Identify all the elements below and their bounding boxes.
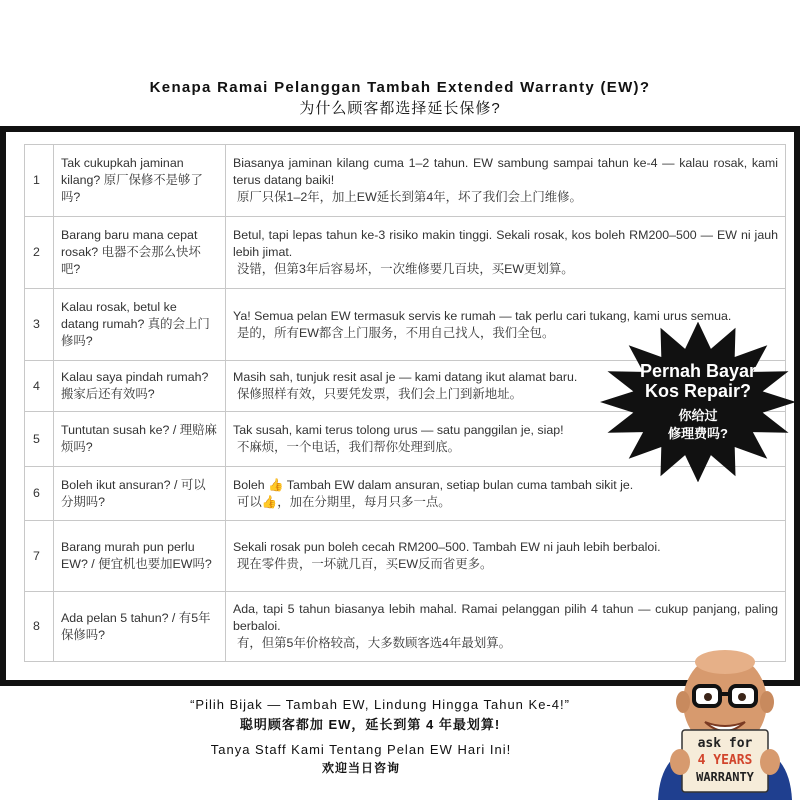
answer-chinese: 可以👍，加在分期里，每月只多一点。 xyxy=(237,494,451,509)
sign-line-3: WARRANTY xyxy=(696,770,754,784)
footer-slogan-chinese: 聪明顾客都加 EW，延长到第 4 年最划算! xyxy=(239,717,501,732)
answer-cell xyxy=(226,145,786,217)
answer-chinese: 有，但第5年价格较高，大多数顾客选4年最划算。 xyxy=(237,636,511,650)
question-cell: Ada pelan 5 tahun? / 有5年保修吗? xyxy=(54,592,226,662)
footer-call-to-action-chinese: 欢迎当日咨询 xyxy=(321,761,400,775)
answer-cell xyxy=(226,521,786,592)
answer-cell xyxy=(226,217,786,289)
row-number: 3 xyxy=(25,289,54,361)
burst-line-1: Pernah Bayar xyxy=(639,361,757,381)
burst-line-2: Kos Repair? xyxy=(644,381,752,401)
page-title-zh: 为什么顾客都选择延长保修? xyxy=(299,100,501,117)
answer-malay: Sekali rosak pun boleh cecah RM200–500. Tambah EW ni jauh lebih berbaloi. xyxy=(233,540,661,554)
answer-chinese: 保修照样有效，只要凭发票，我们会上门到新地址。 xyxy=(237,387,522,401)
row-number: 1 xyxy=(25,145,54,217)
answer-malay: Biasanya jaminan kilang cuma 1–2 tahun. EW sambung sampai tahun ke-4 — kalau rosak, kami terus datang baiki! xyxy=(233,156,778,187)
answer-chinese: 现在零件贵，一坏就几百，买EW反而省更多。 xyxy=(237,557,493,571)
answer-chinese: 原厂只保1–2年，加上EW延长到第4年，坏了我们会上门维修。 xyxy=(237,190,582,204)
row-number: 2 xyxy=(25,217,54,289)
mascot-illustration xyxy=(650,640,800,800)
question-cell: Tuntutan susah ke? / 理赔麻烦吗? xyxy=(54,412,226,467)
question-cell: Kalau rosak, betul ke datang rumah? 真的会上门修吗? xyxy=(54,289,226,361)
sign-line-1: ask for xyxy=(697,736,753,751)
answer-chinese: 不麻烦，一个电话，我们帮你处理到底。 xyxy=(237,440,461,454)
question-cell: Boleh ikut ansuran? / 可以分期吗? xyxy=(54,467,226,521)
page-title-en: Kenapa Ramai Pelanggan Tambah Extended Warranty (EW)? xyxy=(149,79,651,96)
burst-line-4: 修理费吗? xyxy=(668,426,728,441)
answer-malay: Betul, tapi lepas tahun ke-3 risiko makin tinggi. Sekali rosak, kos boleh RM200–500 — EW ni jauh lebih jimat. xyxy=(233,228,778,259)
answer-malay: Ya! Semua pelan EW termasuk servis ke rumah — tak perlu cari tukang, kami urus semua. xyxy=(233,308,732,323)
row-number: 5 xyxy=(25,412,54,467)
row-number: 7 xyxy=(25,521,54,592)
answer-malay: Tak susah, kami terus tolong urus — satu panggilan je, siap! xyxy=(233,423,564,437)
question-cell: Kalau saya pindah rumah? 搬家后还有效吗? xyxy=(54,361,226,412)
row-number: 6 xyxy=(25,467,54,521)
question-cell: Barang baru mana cepat rosak? 电器不会那么快坏吧? xyxy=(54,217,226,289)
table-row xyxy=(25,217,786,289)
question-cell: Tak cukupkah jaminan kilang? 原厂保修不是够了吗? xyxy=(54,145,226,217)
answer-malay: Boleh 👍 Tambah EW dalam ansuran, setiap bulan cuma tambah sikit je. xyxy=(233,477,634,492)
burst-line-3: 你给过 xyxy=(678,408,718,423)
question-cell: Barang murah pun perlu EW? / 便宜机也要加EW吗? xyxy=(54,521,226,592)
answer-malay: Ada, tapi 5 tahun biasanya lebih mahal. Ramai pelanggan pilih 4 tahun — cukup panjang, paling berbaloi. xyxy=(233,602,778,633)
answer-malay: Masih sah, tunjuk resit asal je — kami datang ikut alamat baru. xyxy=(233,370,578,384)
answer-chinese: 是的，所有EW都含上门服务，不用自己找人，我们全包。 xyxy=(237,325,555,340)
row-number: 8 xyxy=(25,592,54,662)
table-row xyxy=(25,145,786,217)
answer-chinese: 没错，但第3年后容易坏，一次维修要几百块，买EW更划算。 xyxy=(237,262,574,276)
repair-cost-burst xyxy=(598,322,798,482)
row-number: 4 xyxy=(25,361,54,412)
sign-line-2: 4 YEARS xyxy=(697,753,753,768)
footer-call-to-action: Tanya Staff Kami Tentang Pelan EW Hari Ini! xyxy=(210,742,512,757)
footer-slogan: “Pilih Bijak — Tambah EW, Lindung Hingga Tahun Ke-4!” xyxy=(190,697,570,712)
table-row xyxy=(25,521,786,592)
